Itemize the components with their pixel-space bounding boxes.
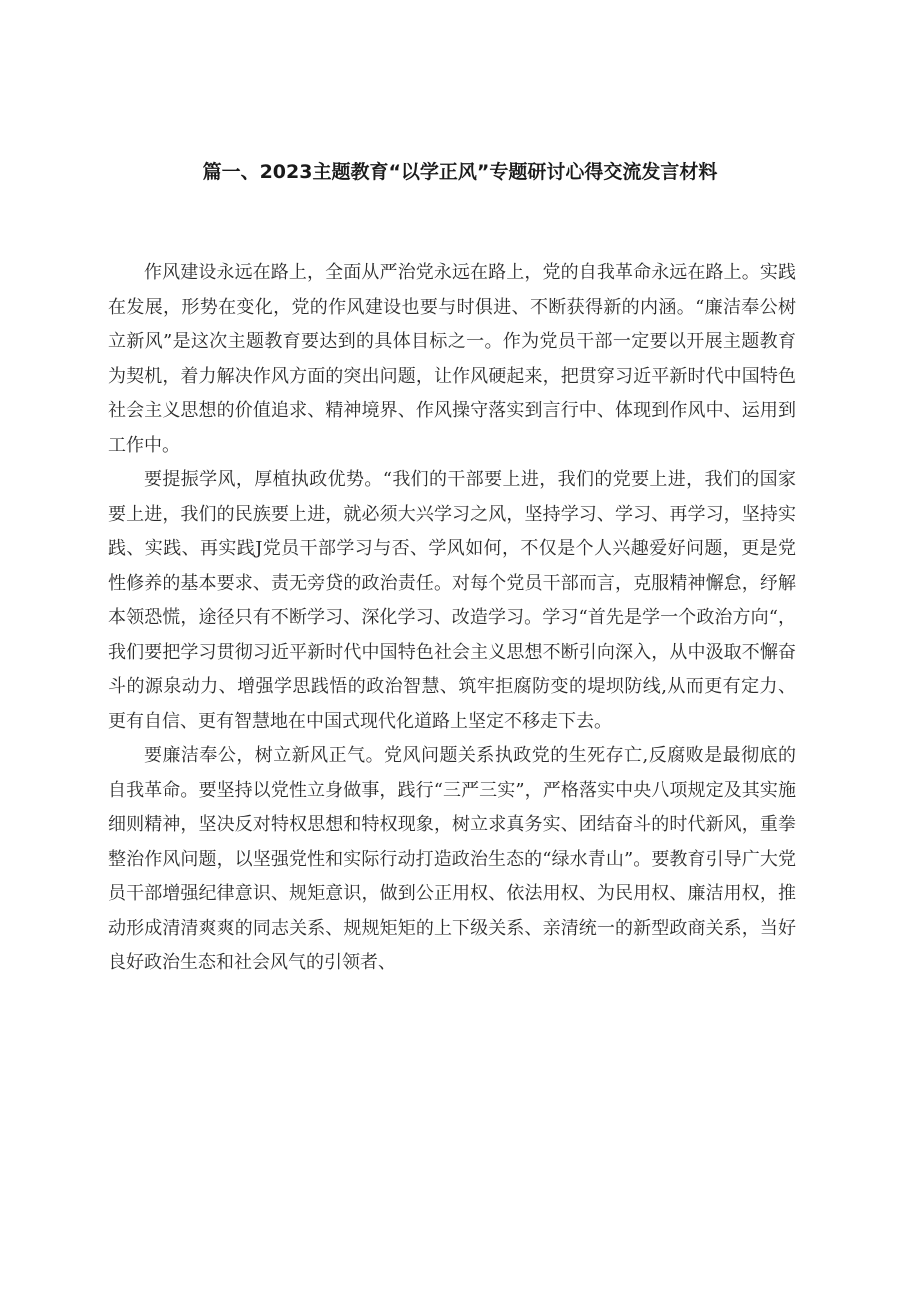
document-body <box>108 256 796 981</box>
document-title: 篇一、2023主题教育“以学正风”专题研讨心得交流发言材料 <box>202 161 718 183</box>
paragraph-3: 要廉洁奉公，树立新风正气。党风问题关系执政党的生死存亡,反腐败是最彻底的自我革命。要坚持以党性立身做事，践行“三严三实”，严格落实中央八项规定及其实施细则精神，坚决反对特权思想和特权现象，树立求真务实、团结奋斗的时代新风，重拳整治作风问题，以坚强党性和实际行动打造政治生态的“绿水青山”。要教育引导广大党员干部增强纪律意识、规矩意识，做到公正用权、依法用权、为民用权、廉洁用权，推动形成清清爽爽的同志关系、规规矩矩的上下级关系、亲清统一的新型政商关系，当好良好政治生态和社会风气的引领者、 <box>108 745 796 973</box>
paragraph-1: 作风建设永远在路上，全面从严治党永远在路上，党的自我革命永远在路上。实践在发展，形势在变化，党的作风建设也要与时俱进、不断获得新的内涵。“廉洁奉公树立新风”是这次主题教育要达到的具体目标之一。作为党员干部一定要以开展主题教育为契机，着力解决作风方面的突出问题，让作风硬起来，把贯穿习近平新时代中国特色社会主义思想的价值追求、精神境界、作风操守落实到言行中、体现到作风中、运用到工作中。 <box>108 262 796 456</box>
paragraph-2: 要提振学风，厚植执政优势。“我们的干部要上进，我们的党要上进，我们的国家要上进，我们的民族要上进，就必须大兴学习之风，坚持学习、学习、再学习，坚持实践、实践、再实践J党员干部学习与否、学风如何，不仅是个人兴趣爱好问题，更是党性修养的基本要求、责无旁贷的政治责任。对每个党员干部而言，克服精神懈怠，纾解本领恐慌，途径只有不断学习、深化学习、改造学习。学习“首先是学一个政治方向“，我们要把学习贯彻习近平新时代中国特色社会主义思想不断引向深入，从中汲取不懈奋斗的源泉动力、增强学思践悟的政治智慧、筑牢拒腐防变的堤坝防线,从而更有定力、更有自信、更有智慧地在中国式现代化道路上坚定不移走下去。 <box>108 469 796 732</box>
